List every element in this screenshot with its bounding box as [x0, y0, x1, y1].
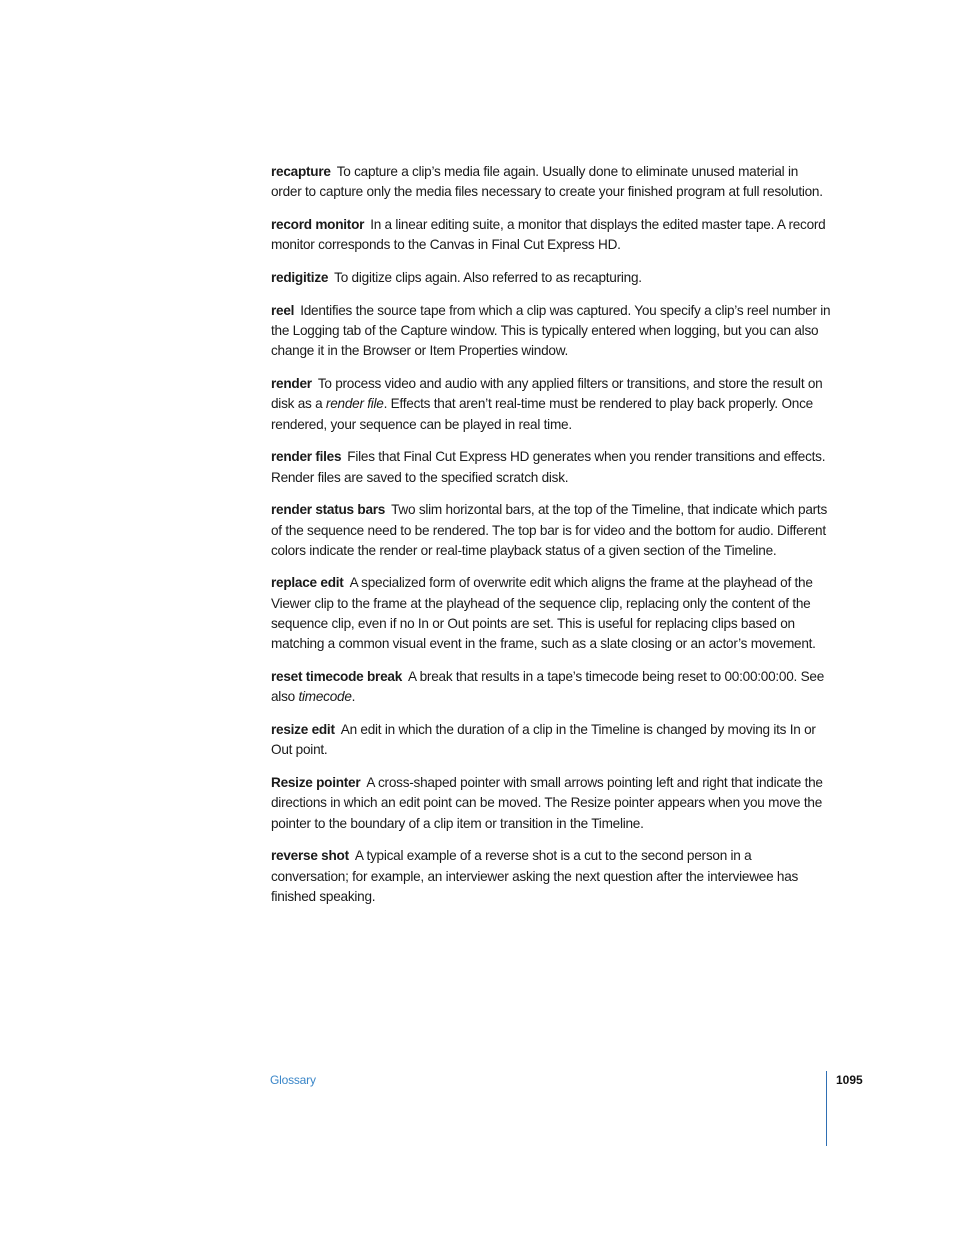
- glossary-definition: .: [351, 689, 356, 705]
- glossary-term: redigitize: [271, 269, 329, 285]
- glossary-definition: Files that Final Cut Express HD generates when you render transitions and effects. Render files are saved to the specified scratch disk.: [271, 449, 826, 485]
- glossary-term: reset timecode break: [271, 669, 403, 685]
- cross-reference-term: render file: [325, 396, 384, 412]
- glossary-entry: [271, 720, 831, 761]
- glossary-entry: [271, 215, 831, 256]
- glossary-term: render status bars: [271, 502, 386, 518]
- glossary-definition: To capture a clip’s media file again. Usually done to eliminate unused material in order to capture only the media files necessary to create your finished program at full resolution.: [271, 164, 823, 200]
- glossary-term: render: [271, 375, 312, 391]
- glossary-definition: An edit in which the duration of a clip in the Timeline is changed by moving its In or Out point.: [271, 722, 816, 758]
- glossary-definition: A break that results in a tape’s timecode being reset to 00:00:00:00. See also: [271, 669, 825, 705]
- glossary-term: reverse shot: [271, 848, 349, 864]
- glossary-definition: A cross-shaped pointer with small arrows pointing left and right that indicate the directions in which an edit point can be moved. The Resize pointer appears when you move the pointer to the boundary of a clip item or transition in the Timeline.: [271, 775, 823, 831]
- footer-section-title: Glossary: [270, 1073, 316, 1087]
- glossary-entries: [271, 162, 831, 920]
- glossary-entry: [271, 667, 831, 708]
- glossary-entry: [271, 162, 831, 203]
- glossary-term: recapture: [271, 164, 331, 179]
- glossary-definition: A specialized form of overwrite edit which aligns the frame at the playhead of the Viewer clip to the frame at the playhead of the sequence clip, replacing only the content of the sequence clip, even if no In or Out points are set. This is useful for replacing clips based on matching a common visual event in the frame, such as a slate closing or an actor’s movement.: [271, 575, 816, 652]
- glossary-entry: [271, 573, 831, 654]
- page-number: 1095: [836, 1073, 863, 1087]
- footer-divider: [826, 1071, 827, 1146]
- glossary-entry: [271, 301, 831, 362]
- glossary-term: Resize pointer: [271, 775, 361, 791]
- glossary-entry: [271, 773, 831, 834]
- glossary-definition: In a linear editing suite, a monitor that displays the edited master tape. A record monitor corresponds to the Canvas in Final Cut Express HD.: [271, 216, 826, 253]
- glossary-term: render files: [271, 449, 342, 465]
- glossary-definition: To process video and audio with any applied filters or transitions, and store the result on disk as a: [271, 375, 823, 412]
- glossary-definition: To digitize clips again. Also referred to as recapturing.: [334, 269, 642, 285]
- glossary-definition: Two slim horizontal bars, at the top of the Timeline, that indicate which parts of the sequence need to be rendered. The top bar is for video and the bottom for audio. Different colors indicate the render or real-time playback status of a given section of the Timeline.: [271, 502, 827, 558]
- glossary-definition: A typical example of a reverse shot is a cut to the second person in a conversation; for example, an interviewer asking the next question after the interviewee has finished speaking.: [271, 848, 799, 904]
- glossary-term: reel: [271, 302, 295, 318]
- glossary-definition: Identifies the source tape from which a clip was captured. You specify a clip’s reel number in the Logging tab of the Capture window. This is typically entered when logging, but you can also change it in the Browser or Item Properties window.: [271, 302, 831, 359]
- cross-reference-term: timecode: [298, 689, 352, 705]
- glossary-definition: . Effects that aren’t real-time must be rendered to play back properly. Once rendered, your sequence can be played in real time.: [271, 396, 813, 432]
- glossary-entry: [271, 374, 831, 435]
- glossary-term: record monitor: [271, 216, 365, 232]
- glossary-entry: [271, 268, 831, 288]
- glossary-entry: [271, 846, 831, 907]
- glossary-entry: [271, 500, 831, 561]
- glossary-term: resize edit: [271, 722, 335, 738]
- glossary-term: replace edit: [271, 575, 344, 591]
- glossary-entry: [271, 447, 831, 488]
